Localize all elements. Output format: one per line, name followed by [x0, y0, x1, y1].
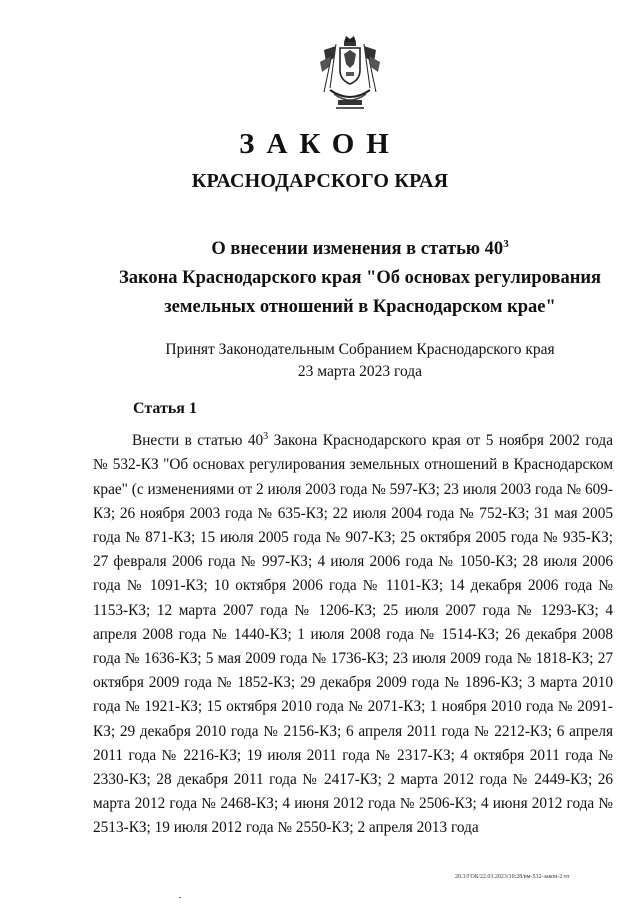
scan-mark	[179, 897, 181, 898]
adoption-date: 23 марта 2023 года	[297, 363, 423, 380]
adoption-body: Принят Законодательным Собранием Краснодарского края	[165, 341, 555, 358]
law-name-line-2: Закона Краснодарского края "Об основах регулирования	[118, 268, 602, 289]
superscript: 3	[503, 238, 509, 250]
article-heading: Статья 1	[133, 400, 197, 417]
law-name-line-3: земельных отношений в Краснодарском крае"	[164, 297, 556, 318]
law-name-line-1: О внесении изменения в статью $40^3$	[211, 238, 509, 260]
article-superscript: 3	[263, 431, 269, 442]
article-text: Закона Краснодарского края от 5 ноября 2002 года № 532-КЗ "Об основах регулирования земельных отношений в Краснодарском крае" (с изменениями от 2 июля 2003 года № 597-КЗ; 23 июля 2003 года № 609-КЗ; 26 ноября 2003 года № 635-КЗ; 22 июля 2004 года № 752-КЗ; 31 мая 2005 года № 871-КЗ; 15 июля 2005 года № 907-КЗ; 25 октября 2005 года № 935-КЗ; 27 февраля 2006 года № 997-КЗ; 4 июля 2006 года № 1050-КЗ; 28 июля 2006 года № 1091-КЗ; 10 октября 2006 года № 1101-КЗ; 14 декабря 2006 года № 1153-КЗ; 12 марта 2007 года № 1206-КЗ; 25 июля 2007 года № 1293-КЗ; 4 апреля 2008 года № 1440-КЗ; 1 июля 2008 года № 1514-КЗ; 26 декабря 2008 года № 1636-КЗ; 5 мая 2009 года № 1736-КЗ; 23 июля 2009 года № 1818-КЗ; 27 октября 2009 года № 1852-КЗ; 29 декабря 2009 года № 1896-КЗ; 3 марта 2010 года № 1921-КЗ; 15 октября 2010 года № 2071-КЗ; 1 ноября 2010 года № 2091-КЗ; 29 декабря 2010 года № 2156-КЗ; 6 апреля 2011 года № 2212-КЗ; 6 апреля 2011 года № 2216-КЗ; 19 июля 2011 года № 2317-КЗ; 4 октября 2011 года № 2330-КЗ; 28 декабря 2011 года № 2417-КЗ; 2 марта 2012 года № 2449-КЗ; 26 марта 2012 года № 2468-КЗ; 4 июня 2012 года № 2506-КЗ; 4 июня 2012 года № 2513-КЗ; 19 июля 2012 года № 2550-КЗ; 2 апреля 2013 года	[93, 432, 613, 837]
document-title: ЗАКОН	[239, 128, 401, 160]
document-subtitle: КРАСНОДАРСКОГО КРАЯ	[191, 170, 449, 192]
footer-code: 20.3/ГОБ/22.03.2023/10:28/вм-532-закон-2.чт	[455, 874, 570, 880]
article-paragraph	[93, 425, 613, 841]
adoption-info	[40, 339, 640, 383]
coat-of-arms-icon	[316, 34, 384, 114]
article-lead: Внести в статью 40	[132, 432, 264, 450]
article-body	[93, 425, 613, 841]
law-name	[0, 230, 640, 322]
